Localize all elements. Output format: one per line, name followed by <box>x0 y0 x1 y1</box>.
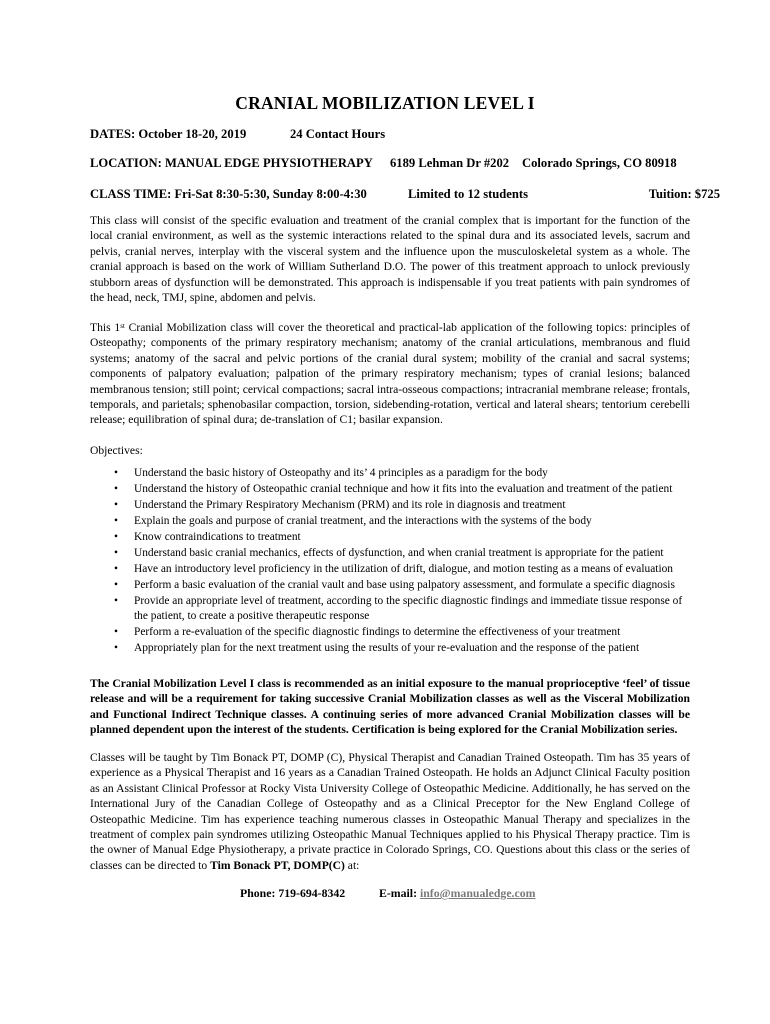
dates-line <box>90 127 386 142</box>
location-address: 6189 Lehman Dr #202 <box>390 156 510 170</box>
contact-email-line <box>379 886 535 901</box>
objective-item: • Understand the Primary Respiratory Mechanism (PRM) and its role in diagnosis and treatment <box>90 498 690 513</box>
objectives-label: Objectives: <box>90 444 143 457</box>
bullet-icon: • <box>114 547 118 559</box>
class-time-text: CLASS TIME: Fri-Sat 8:30-5:30, Sunday 8:00-4:30 <box>90 187 367 201</box>
instructor-name: Tim Bonack PT, DOMP(C) <box>210 858 345 872</box>
bullet-icon: • <box>114 531 118 543</box>
objectives-list <box>90 466 690 657</box>
tuition: Tuition: $725 <box>648 187 720 201</box>
objective-item: • Understand basic cranial mechanics, effects of dysfunction, and when cranial treatment is appropriate for the patient <box>90 546 690 561</box>
topics-superscript: st <box>120 322 125 330</box>
objective-item: • Perform a basic evaluation of the cranial vault and base using palpatory assessment, and formulate a specific diagnosis <box>90 578 690 593</box>
objective-item: • Perform a re-evaluation of the specific diagnostic findings to determine the effectiveness of your treatment <box>90 625 690 640</box>
document-title: CRANIAL MOBILIZATION LEVEL I <box>235 93 535 113</box>
bullet-icon: • <box>114 626 118 639</box>
recommendation-paragraph: The Cranial Mobilization Level I class is recommended as an initial exposure to the manual proprioceptive ‘feel’ of tissue release and will be a requirement for taking successive Cranial Mobilization classes as well as the Visceral Mobilization and Functional Indirect Technique classes. A continuing series of more advanced Cranial Mobilization classes will be planned dependent upon the interest of the students. Certification is being explored for the Cranial Mobilization series. <box>90 677 690 737</box>
objective-item: • Appropriately plan for the next treatment using the results of your re-evaluation and the response of the patient <box>90 641 690 656</box>
location-name: LOCATION: MANUAL EDGE PHYSIOTHERAPY <box>90 156 373 170</box>
objective-item: • Understand the basic history of Osteopathy and its’ 4 principles as a paradigm for the body <box>90 466 690 481</box>
bullet-icon: • <box>114 563 118 575</box>
bullet-icon: • <box>114 467 118 479</box>
topics-paragraph <box>90 320 690 428</box>
objective-item: • Provide an appropriate level of treatment, according to the specific diagnostic findings and immediate tissue response of the patient, to create a positive therapeutic response <box>114 595 683 623</box>
email-label: E-mail: <box>379 886 418 900</box>
bullet-icon: • <box>114 483 118 495</box>
class-limit: Limited to 12 students <box>408 187 528 201</box>
contact-phone: Phone: 719-694-8342 <box>240 886 346 900</box>
instructor-paragraph <box>90 750 690 873</box>
location-line <box>90 156 677 171</box>
objective-item: • Have an introductory level proficiency in the utilization of drift, dialogue, and motion testing as a means of evaluation <box>90 562 690 577</box>
objective-item: • Understand the history of Osteopathic cranial technique and how it fits into the evaluation and treatment of the patient <box>90 482 690 497</box>
intro-paragraph: This class will consist of the specific evaluation and treatment of the cranial complex that is important for the function of the local cranial environment, as well as the systemic interactions related to the spinal dura and its associated levels, sacrum and pelvis, cranial nerves, interplay with the visceral system and the influence upon the musculoskeletal system as a whole. The cranial approach is based on the work of William Sutherland D.O. The power of this treatment approach to unlock previously stubborn areas of dysfunction will be demonstrated. This approach is indispensable if you treat patients with pain syndromes of the head, neck, TMJ, spine, abdomen and pelvis. <box>90 214 690 305</box>
topics-text: Cranial Mobilization class will cover the theoretical and practical-lab application of the following topics: principles of Osteopathy; components of the primary respiratory mechanism; anatomy of the cranial articulations, membranous and fluid systems; anatomy of the sacral and pelvic portions of the cranial dural system; mobility of the cranial and sacral systems; components of palpatory evaluation; palpation of the primary respiratory mechanism; types of cranial lesions; balanced membranous tension; still point; cervical compactions; sacral intra-osseous compactions; intracranial membrane release; frontals, temporals, and parietals; sphenobasilar compaction, torsion, sidebending-rotation, vertical and lateral shears; tentorium cerebelli release; equilibration of spinal dura; de-translation of C1; basilar expansion. <box>90 321 690 427</box>
location-city: Colorado Springs, CO 80918 <box>522 156 677 170</box>
email-link[interactable]: info@manualedge.com <box>419 886 536 900</box>
class-time-line <box>90 187 720 202</box>
instructor-text: Classes will be taught by Tim Bonack PT, DOMP (C), Physical Therapist and Canadian Trained Osteopath. Tim has 35 years of experience as a Physical Therapist and 16 years as a Canadian Trained Osteopath. He holds an Adjunct Clinical Faculty position as an Assistant Clinical Professor at Rocky Vista University College of Osteopathic Medicine. Additionally, he has served on the International Jury of the Canadian College of Osteopathy and as a Clinical Preceptor for the New England College of Osteopathic Medicine. Tim has experience teaching numerous classes in Osteopathic Manual Therapy and specializes in the treatment of complex pain syndromes utilizing Osteopathic Manual Techniques applied to his Physical Therapy practice. Tim is the owner of Manual Edge Physiotherapy, a private practice in Colorado Springs, CO. Questions about this class or the series of classes can be directed to <box>90 751 690 872</box>
objective-item: • Explain the goals and purpose of cranial treatment, and the interactions with the systems of the body <box>90 514 690 529</box>
bullet-icon: • <box>114 499 118 511</box>
dates-text: DATES: October 18-20, 2019 <box>90 127 247 141</box>
topics-prefix: This 1 <box>90 321 121 334</box>
bullet-icon: • <box>114 579 118 591</box>
bullet-icon: • <box>114 642 118 655</box>
bullet-icon: • <box>114 595 118 607</box>
objective-item: • Know contraindications to treatment <box>90 530 690 545</box>
instructor-suffix: at: <box>344 858 360 872</box>
bullet-icon: • <box>114 515 118 527</box>
contact-hours: 24 Contact Hours <box>290 127 386 141</box>
